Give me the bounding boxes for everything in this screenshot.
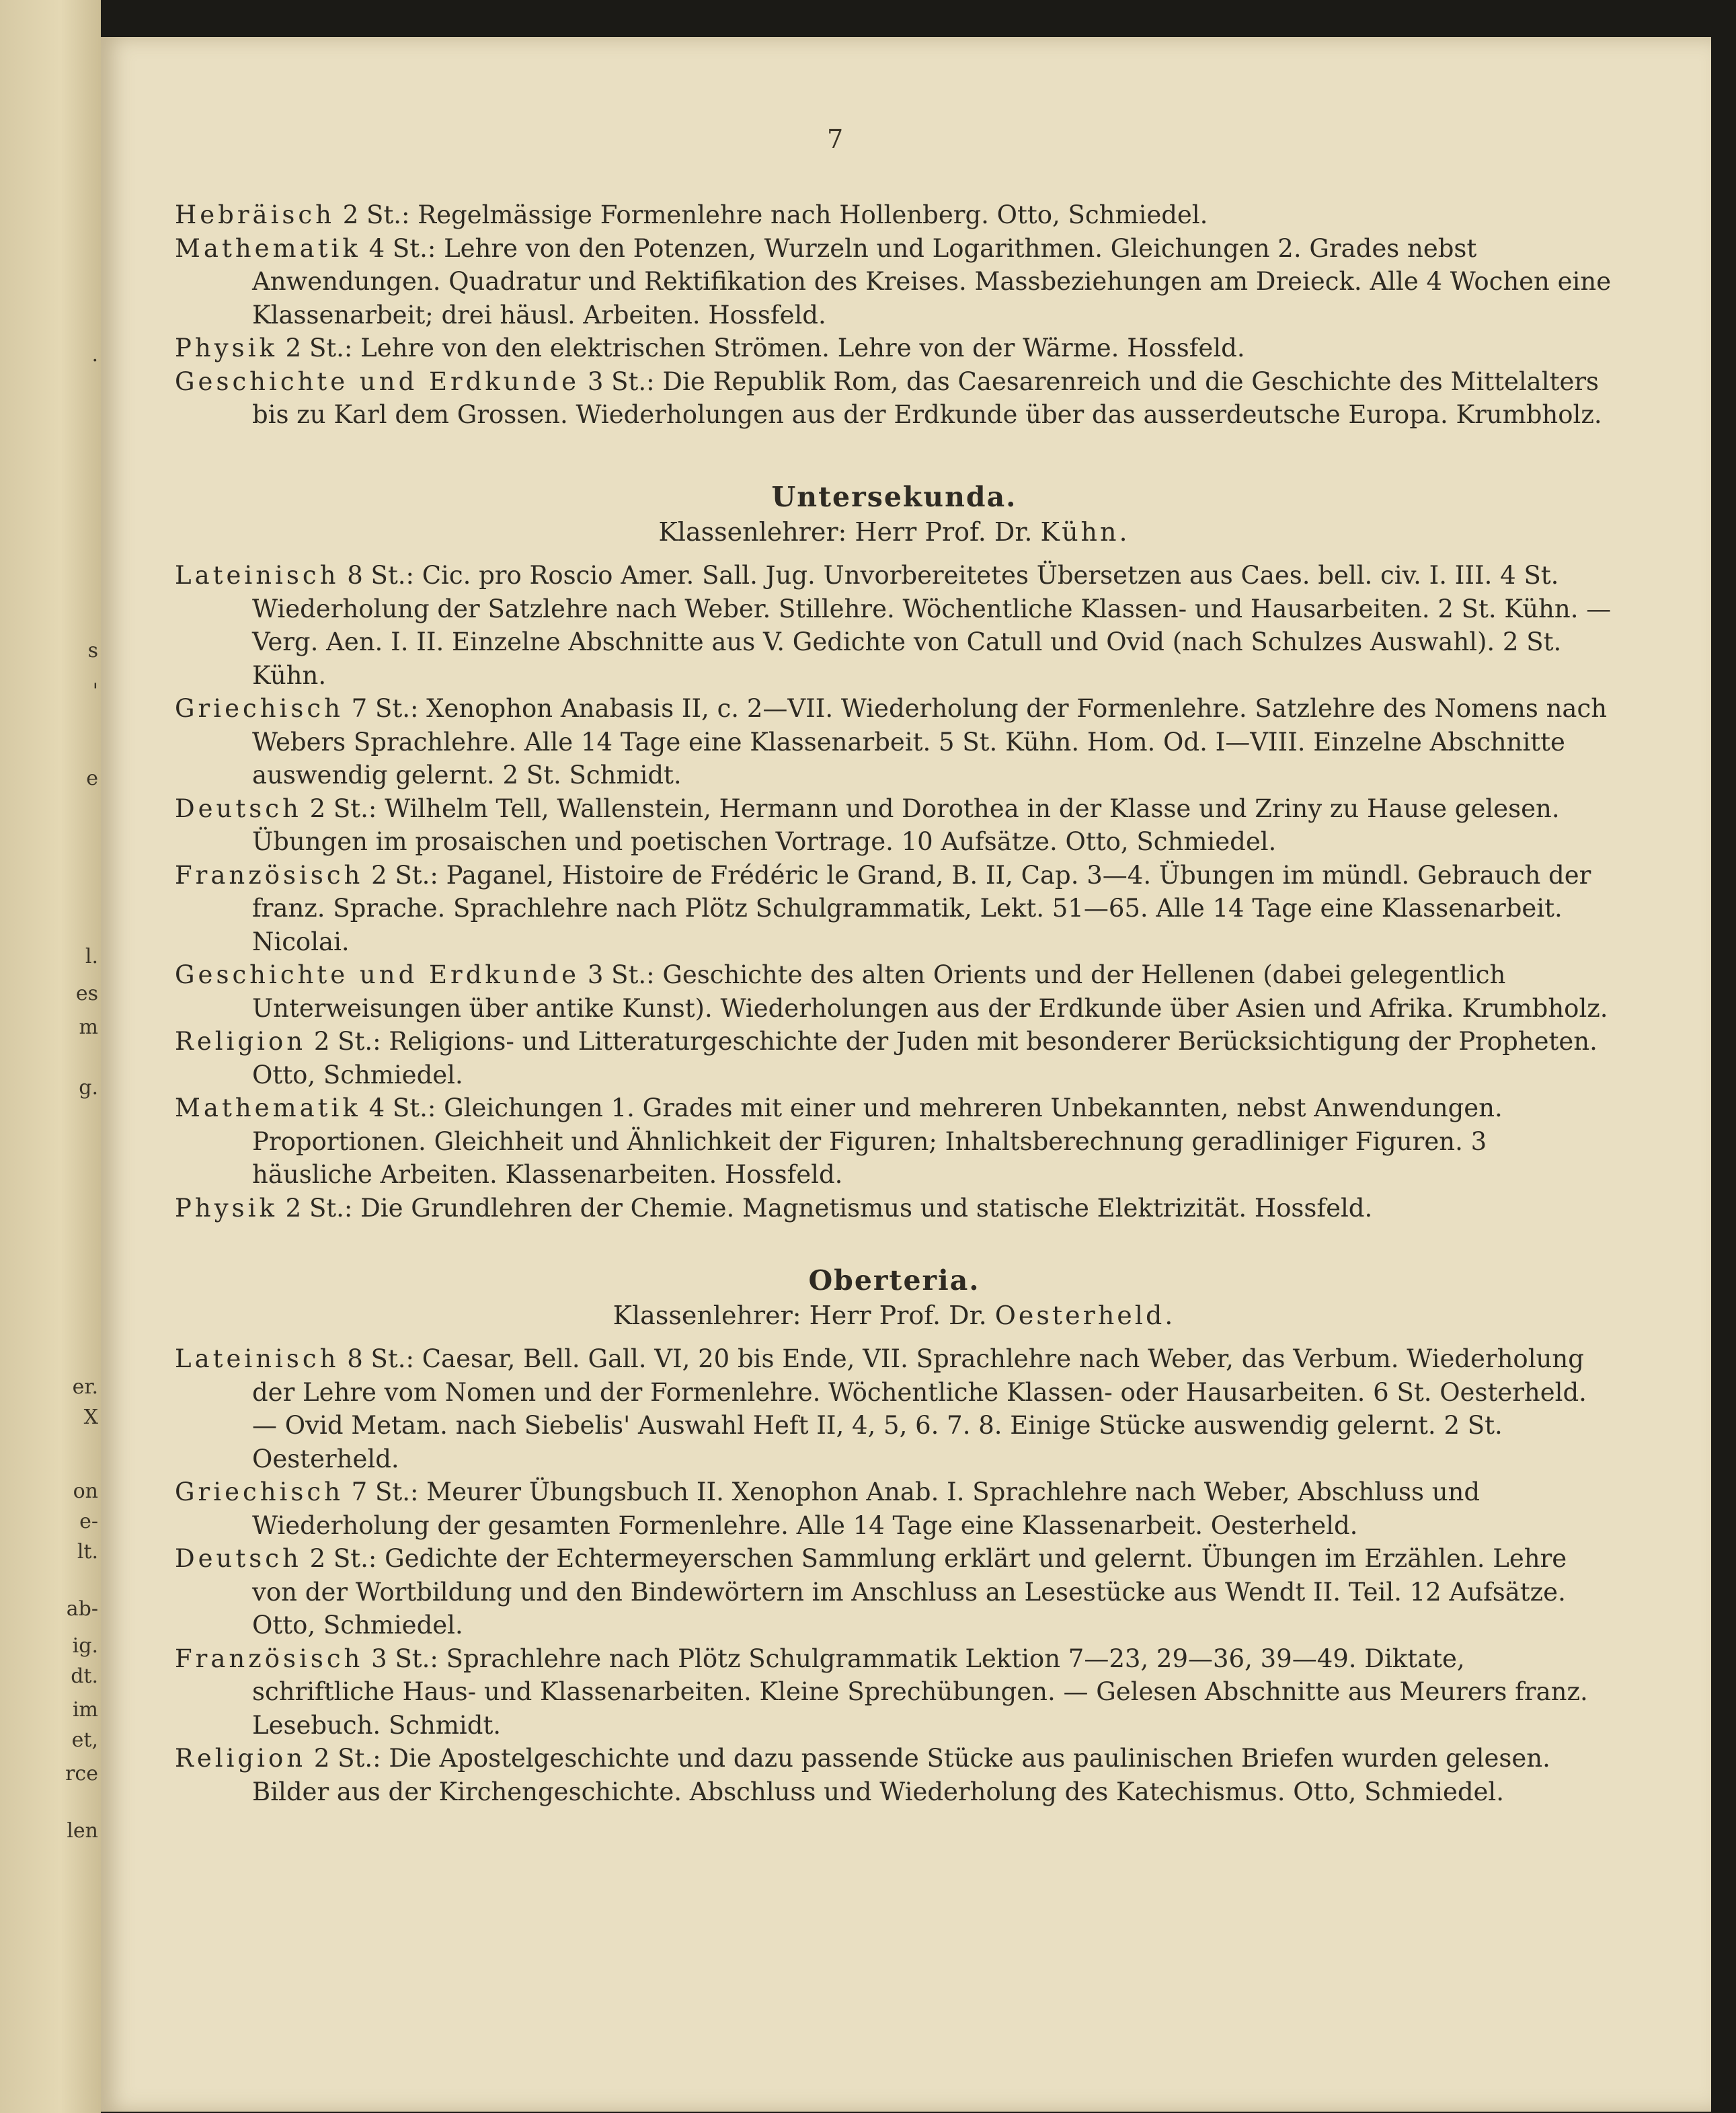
- margin-fragment: ab-: [66, 1597, 98, 1621]
- subject-name: Mathematik: [175, 1093, 361, 1122]
- margin-fragment: X: [83, 1406, 98, 1429]
- continued-section: [175, 198, 1614, 432]
- subject-text: 2 St.: Regelmässige Formenlehre nach Hollenberg. Otto, Schmiedel.: [342, 200, 1208, 229]
- margin-fragment: e: [86, 767, 98, 790]
- document-page: [101, 37, 1711, 2112]
- margin-fragment: s: [87, 639, 98, 662]
- subject-name: Geschichte und Erdkunde: [175, 960, 580, 989]
- subject-name: Mathematik: [175, 233, 361, 263]
- subject-entry: [175, 692, 1614, 792]
- subject-text: 2 St.: Paganel, Histoire de Frédéric le Grand, B. II, Cap. 3—4. Übungen im mündl. Gebrauch der franz. Sprache. Sprachlehre nach Plötz Schulgrammatik, Lekt. 51—65. Alle 14 Tage eine Klassenarbeit. Nicolai.: [252, 860, 1591, 956]
- subject-entry: [175, 859, 1614, 959]
- subject-name: Geschichte und Erdkunde: [175, 367, 580, 396]
- margin-fragment: es: [75, 982, 98, 1005]
- margin-fragment: on: [73, 1480, 98, 1503]
- subject-entry: [175, 365, 1614, 432]
- subject-name: Griechisch: [175, 694, 344, 723]
- subject-entry: [175, 1475, 1614, 1542]
- subject-text: 3 St.: Sprachlehre nach Plötz Schulgrammatik Lektion 7—23, 29—36, 39—49. Diktate, schriftliche Haus- und Klassenarbeiten. Kleine Sprechübungen. — Gelesen Abschnitte aus Meurers franz. Lesebuch. Schmidt.: [252, 1644, 1588, 1740]
- oberteria-section: [175, 1264, 1614, 1808]
- section-heading: Untersekunda.: [771, 481, 1017, 513]
- subject-text: 2 St.: Gedichte der Echtermeyerschen Sammlung erklärt und gelernt. Übungen im Erzählen. Lehre von der Wortbildung und den Bindewörtern im Anschluss an Lesestücke aus Wendt II. Teil. 12 Aufsätze. Otto, Schmiedel.: [252, 1544, 1567, 1640]
- subject-name: Lateinisch: [175, 561, 340, 590]
- subject-entry: [175, 198, 1614, 232]
- subject-name: Physik: [175, 334, 278, 362]
- teacher-label: Klassenlehrer: Herr Prof. Dr.: [613, 1301, 987, 1330]
- subject-entry: [175, 1342, 1614, 1475]
- subject-entry: [175, 1742, 1614, 1808]
- margin-fragment: l.: [85, 945, 98, 968]
- subject-entry: [175, 232, 1614, 332]
- margin-fragment: dt.: [71, 1664, 98, 1688]
- subject-name: Französisch: [175, 860, 364, 890]
- class-teacher: [175, 1301, 1614, 1330]
- subject-text: 2 St.: Die Apostelgeschichte und dazu passende Stücke aus paulinischen Briefen wurden gelesen. Bilder aus der Kirchengeschichte. Abschluss und Wiederholung des Katechismus. Otto, Schmiedel.: [252, 1744, 1550, 1806]
- subject-entry: [175, 1642, 1614, 1742]
- subject-text: 2 St.: Religions- und Litteraturgeschichte der Juden mit besonderer Berücksichtigung der Propheten. Otto, Schmiedel.: [252, 1027, 1597, 1089]
- subject-text: 3 St.: Die Republik Rom, das Caesarenreich und die Geschichte des Mittelalters bis zu Karl dem Grossen. Wiederholungen aus der Erdkunde über das ausserdeutsche Europa. Krumbholz.: [252, 367, 1602, 429]
- subject-text: 8 St.: Caesar, Bell. Gall. VI, 20 bis Ende, VII. Sprachlehre nach Weber, das Verbum. Wiederholung der Lehre vom Nomen und der Formenlehre. Wöchentliche Klassen- oder Hausarbeiten. 6 St. Oesterheld. — Ovid Metam. nach Siebelis' Auswahl Heft II, 4, 5, 6. 7. 8. Einige Stücke auswendig gelernt. 2 St. Oesterheld.: [252, 1344, 1587, 1473]
- subject-text: 2 St.: Lehre von den elektrischen Strömen. Lehre von der Wärme. Hossfeld.: [285, 334, 1245, 362]
- subject-text: 3 St.: Geschichte des alten Orients und der Hellenen (dabei gelegentlich Unterweisungen über antike Kunst). Wiederholungen aus der Erdkunde über Asien und Afrika. Krumbholz.: [252, 960, 1608, 1023]
- teacher-label: Klassenlehrer: Herr Prof. Dr.: [658, 517, 1033, 547]
- subject-name: Deutsch: [175, 1544, 302, 1573]
- margin-fragment: et,: [71, 1728, 98, 1752]
- subject-name: Physik: [175, 1193, 278, 1223]
- margin-fragment: im: [72, 1698, 98, 1722]
- page-number: 7: [827, 124, 844, 154]
- subject-name: Griechisch: [175, 1477, 344, 1506]
- subject-text: 2 St.: Wilhelm Tell, Wallenstein, Hermann und Dorothea in der Klasse und Zriny zu Hause gelesen. Übungen im prosaischen und poetischen Vortrage. 10 Aufsätze. Otto, Schmiedel.: [252, 794, 1560, 856]
- margin-fragment: m: [79, 1015, 98, 1039]
- subject-text: 4 St.: Gleichungen 1. Grades mit einer und mehreren Unbekannten, nebst Anwendungen. Proportionen. Gleichheit und Ähnlichkeit der Figuren; Inhaltsberechnung geradliniger Figuren. 3 häusliche Arbeiten. Klassenarbeiten. Hossfeld.: [252, 1093, 1503, 1189]
- subject-text: 7 St.: Meurer Übungsbuch II. Xenophon Anab. I. Sprachlehre nach Weber, Abschluss und Wiederholung der gesamten Formenlehre. Alle 14 Tage eine Klassenarbeit. Oesterheld.: [252, 1477, 1481, 1540]
- teacher-name: Kühn.: [1040, 517, 1130, 547]
- subject-text: 2 St.: Die Grundlehren der Chemie. Magnetismus und statische Elektrizität. Hossfeld.: [285, 1193, 1373, 1223]
- subject-name: Religion: [175, 1027, 307, 1056]
- subject-name: Deutsch: [175, 794, 302, 823]
- subject-entry: [175, 792, 1614, 859]
- subject-entry: [175, 559, 1614, 692]
- margin-fragment: lt.: [77, 1540, 98, 1564]
- subject-name: Französisch: [175, 1644, 364, 1673]
- subject-text: 8 St.: Cic. pro Roscio Amer. Sall. Jug. Unvorbereitetes Übersetzen aus Caes. bell. civ. I. III. 4 St. Wiederholung der Satzlehre nach Weber. Stillehre. Wöchentliche Klassen- und Hausarbeiten. 2 St. Kühn. — Verg. Aen. I. II. Einzelne Abschnitte aus V. Gedichte von Catull und Ovid (nach Schulzes Auswahl). 2 St. Kühn.: [252, 561, 1612, 690]
- untersekunda-section: [175, 481, 1614, 1225]
- margin-fragment: g.: [79, 1076, 98, 1100]
- subject-text: 4 St.: Lehre von den Potenzen, Wurzeln und Logarithmen. Gleichungen 2. Grades nebst Anwendungen. Quadratur und Rektifikation des Kreises. Massbeziehungen am Dreieck. Alle 4 Wochen eine Klassenarbeit; drei häusl. Arbeiten. Hossfeld.: [252, 233, 1612, 330]
- subject-entry: [175, 1091, 1614, 1192]
- subject-name: Lateinisch: [175, 1344, 340, 1373]
- previous-page-margin: [0, 0, 101, 2113]
- margin-fragment: ig.: [72, 1634, 98, 1658]
- subject-text: 7 St.: Xenophon Anabasis II, c. 2—VII. Wiederholung der Formenlehre. Satzlehre des Nomens nach Webers Sprachlehre. Alle 14 Tage eine Klassenarbeit. 5 St. Kühn. Hom. Od. I—VIII. Einzelne Abschnitte auswendig gelernt. 2 St. Schmidt.: [252, 694, 1608, 790]
- margin-fragment: .: [91, 343, 98, 367]
- section-heading: Oberteria.: [808, 1264, 980, 1297]
- margin-fragment: ': [92, 679, 98, 703]
- class-teacher: [175, 517, 1614, 547]
- margin-fragment: len: [67, 1819, 98, 1843]
- teacher-name: Oesterheld.: [994, 1301, 1176, 1330]
- subject-entry: [175, 1025, 1614, 1091]
- subject-entry: [175, 332, 1614, 365]
- subject-entry: [175, 1542, 1614, 1642]
- margin-fragment: rce: [65, 1762, 98, 1785]
- margin-fragment: er.: [72, 1375, 98, 1399]
- subject-entry: [175, 958, 1614, 1025]
- subject-entry: [175, 1192, 1614, 1225]
- subject-name: Religion: [175, 1744, 307, 1773]
- subject-name: Hebräisch: [175, 200, 335, 229]
- margin-fragment: e-: [79, 1510, 98, 1533]
